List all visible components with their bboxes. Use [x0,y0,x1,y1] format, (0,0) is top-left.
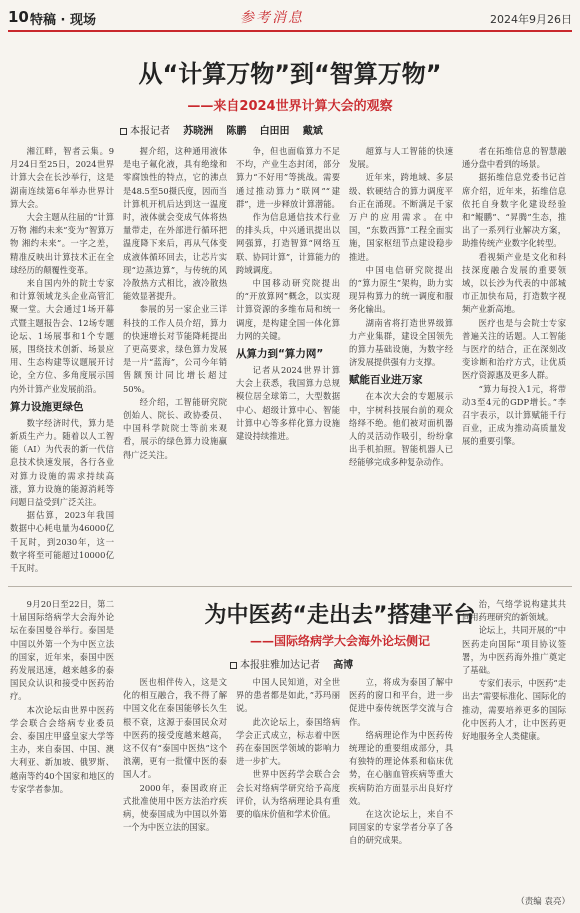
page-number: 10 [8,8,29,26]
paragraph: 争，但也面临算力不足不均，产业生态封闭，部分算力“不好用”等挑战。需要通过推动算力“联网”“建群”，进一步释放计算潜能。 [236,146,340,209]
paragraph: 世界中医药学会联合会会长对络病学研究给予高度评价，认为络病理论具有重要的临床价值和学术价值。 [236,769,340,820]
paragraph: 湘江畔，智者云集。9月24日至25日，2024世界计算大会在长沙举行，这是湖南连续第6年举办世界计算大会。 [10,146,114,209]
byline-box-icon [120,128,127,135]
paragraph: 医疗也是与会院士专家普遍关注的话题。人工智能与医疗的结合，正在深刻改变诊断和治疗方式，让优质医疗资源惠及更多人群。 [462,317,566,381]
paragraph: 经介绍，工智能研究院创始人、院长、政协委员、中国科学院院士等前来观看，展示的绿色算力设施赢得广泛关注。 [123,396,227,460]
section-heading: 算力设施更绿色 [10,400,84,413]
paragraph: 立，将成为泰国了解中医药的窗口和平台，进一步促进中泰传统医学交流与合作。 [349,677,453,727]
paragraph: 作为信息通信技术行业的排头兵，中兴通讯提出以网强算，打造智算“网络互联、协同计算”，计算能力的跨域调度。 [236,212,340,275]
paragraph: 看视频产业是文化和科技深度融合发展的重要领域，以长沙为代表的中部城市正加快布局，打造数字视频产业新高地。 [462,251,566,315]
article1-column [236,145,340,575]
byline-prefix: 本报记者 [130,126,170,137]
byline-prefix: 本报驻雅加达记者 [240,660,320,671]
article2-column [236,676,340,903]
paragraph: 此次论坛上，泰国络病学会正式成立，标志着中医药在泰国医学领域的影响力进一步扩大。 [236,716,340,767]
paragraph: 握介绍，这种通用液体是电子氟化液，具有绝缘和零腐蚀性的特点，它的沸点是48.5至50摄氏度，因而当计算机开机后达到这一温度时，液体就会变成气体将热量带走，在外部进行循环把温度降下来后，再从气体变成液体循环回去，让芯片实现“边蒸边算”，与传统的风冷散热方式相比，液冷散热能效显著提升。 [123,146,227,302]
issue-date: 2024年9月26日 [490,13,572,26]
paragraph: 专家们表示，中医药“走出去”需要标准化、国际化的推动，需要培养更多的国际化中医药人才，让中医药更好地服务全人类健康。 [462,678,566,742]
paragraph: 大会主题从往届的“计算万物 湘约未来”变为“智算万物 湘约未来”。一字之差，精准反映出计算技术正在全球经历的颠覆性变革。 [10,212,114,275]
paragraph: 参展的另一家企业三详科技的工作人员介绍，算力的快速增长对节能降耗提出了更高要求，绿色算力发展是一片“蓝海”，公司今年销售额预计同比增长超过50%。 [123,304,227,394]
article2-body [10,598,570,903]
section-label: 特稿 · 现场 [30,13,96,28]
page-header [8,6,572,32]
article1-body [10,145,570,575]
author-name: 苏晓洲 [183,126,214,137]
article2-column [349,676,453,903]
newspaper-logo: 参考消息 [240,10,304,26]
article2-column [462,598,566,893]
article1-subtitle: ——来自2024世界计算大会的观察 [187,99,393,114]
paragraph: 据估算，2023年我国数据中心耗电量为46000亿千瓦时，到2030年，这一数字将至可能超过10000亿千瓦时。 [10,510,114,574]
paragraph: 在本次大会的专题展示中，宇树科技展台前的观众络绎不绝。他们被对面机器人的灵活动作吸引，纷纷拿出手机拍照。智能机器人已经能够完成多种复杂动作。 [349,391,453,468]
editor-credit: （责编 袁亮） [516,897,570,907]
paragraph: 中国移动研究院提出的“开放算网”概念，以实现计算资源的多维布局和统一调度，是构建全国一体化算力网的关键。 [236,278,340,341]
paragraph: 据拓维信息党委书记首席介绍，近年来，拓维信息依托自身数字化建设经验和“鲲鹏”、“昇腾”生态，推出了一系列行业解决方案，助推传统产业数字化转型。 [462,172,566,249]
author-name: 高博 [333,660,354,671]
article1-column [123,145,227,575]
article1-column [462,145,566,575]
paragraph: 超算与人工智能的快速发展。 [349,146,453,170]
paragraph: “算力每投入1元，将带动3至4元的GDP增长。”李召宇表示，以计算赋能千行百业，正成为推动高质量发展的重要引擎。 [462,383,566,447]
paragraph: 者在拓维信息的智慧融通分盘中看到的场景。 [462,146,566,170]
article1-title: 从“计算万物”到“智算万物” [138,60,442,88]
paragraph: 络病理论作为中医药传统理论的重要组成部分，具有独特的理论体系和临床优势，在心脑血管疾病等重大疾病防治方面显示出良好疗效。 [349,729,453,806]
author-name: 戴斌 [302,126,323,137]
article2-column [123,676,227,903]
paragraph: 中国电信研究院提出的“算力原生”架构，助力实现异构算力的统一调度和服务化输出。 [349,264,453,315]
paragraph: 中国人民知道，对全世界的患者都是如此，”苏玛丽说。 [236,677,340,714]
paragraph: 论坛上，共同开展的“中医药走向国际”项目协议签署，为中医药海外推广奠定了基础。 [462,625,566,676]
section-heading: 从算力到“算力网” [236,348,324,361]
paragraph: 数字经济时代，算力是新质生产力。随着以人工智能（AI）为代表的新一代信息技术快速发展，各行各业对算力设施的需求持续高涨，算力设施的能源消耗等问题日益受到广泛关注。 [10,417,114,508]
article2-subtitle: ——国际络病学大会海外论坛侧记 [249,634,430,648]
section-heading: 赋能百业进万家 [349,374,423,387]
paragraph: 来自国内外的院士专家和计算领域龙头企业高管汇聚一堂。大会通过1场开幕式暨主题报告会、12场专题论坛、1场展事和1个专题展，围绕技术创新、场景应用、生态构建等议题展开讨论，全方位、多角度展示国内外计算产业发展前沿。 [10,278,114,394]
article1-column [10,145,114,575]
paragraph: 9月20日至22日，第二十届国际络病学大会海外论坛在泰国曼谷举行。泰国是中国以外第一个为中医立法的国家，近年来，泰国中医药发展迅速，越来越多的泰国民众认识和接受中医药治疗。 [10,599,114,702]
paragraph: 2000年，泰国政府正式批准使用中医方法治疗疾病，使泰国成为中国以外第一个为中医立法的国家。 [123,782,227,833]
paragraph: 近年来，跨地域、多层级、软硬结合的算力调度平台正在涌现。不断满足千家万户的应用需求。在中国，“东数西算”工程全面实施，国家枢纽节点建设稳步推进。 [349,172,453,262]
article1-byline [120,122,540,137]
paragraph: 本次论坛由世界中医药学会联合会络病专业委员会、泰国庄甲盛皇家大学等主办，来自泰国、中国、澳大利亚、新加坡、俄罗斯、越南等约40个国家和地区的专家学者参加。 [10,704,114,794]
article2-title: 为中医药“走出去”搭建平台 [204,603,476,628]
paragraph: 治，气络学说构建其共同用药理研究的新领域。 [462,599,566,623]
article1-column [349,145,453,575]
paragraph: 记者从2024世界计算大会上获悉，我国算力总规模位居全球第二，大型数据中心、超级计算中心、智能计算中心等多样化算力设施建设持续推进。 [236,365,340,442]
paragraph: 湖南省将打造世界级算力产业集群，建设全国领先的算力基础设施，为数字经济发展提供强有力支撑。 [349,317,453,368]
paragraph: 在这次论坛上，来自不同国家的专家学者分享了各自的研究成果。 [349,809,453,846]
article2-column [10,598,114,903]
author-name: 白田田 [259,126,290,137]
paragraph: 医也相伴传入，这是文化的相互融合，我不得了解中国文化在泰国能够长久生根不衰，这源于泰国民众对中医药的接受度越来越高，这不仅有“泰国中医热”这个浪潮，更有一批懂中医的泰国人才。 [123,677,227,780]
article-divider [8,586,572,587]
author-name: 陈鹏 [226,126,247,137]
